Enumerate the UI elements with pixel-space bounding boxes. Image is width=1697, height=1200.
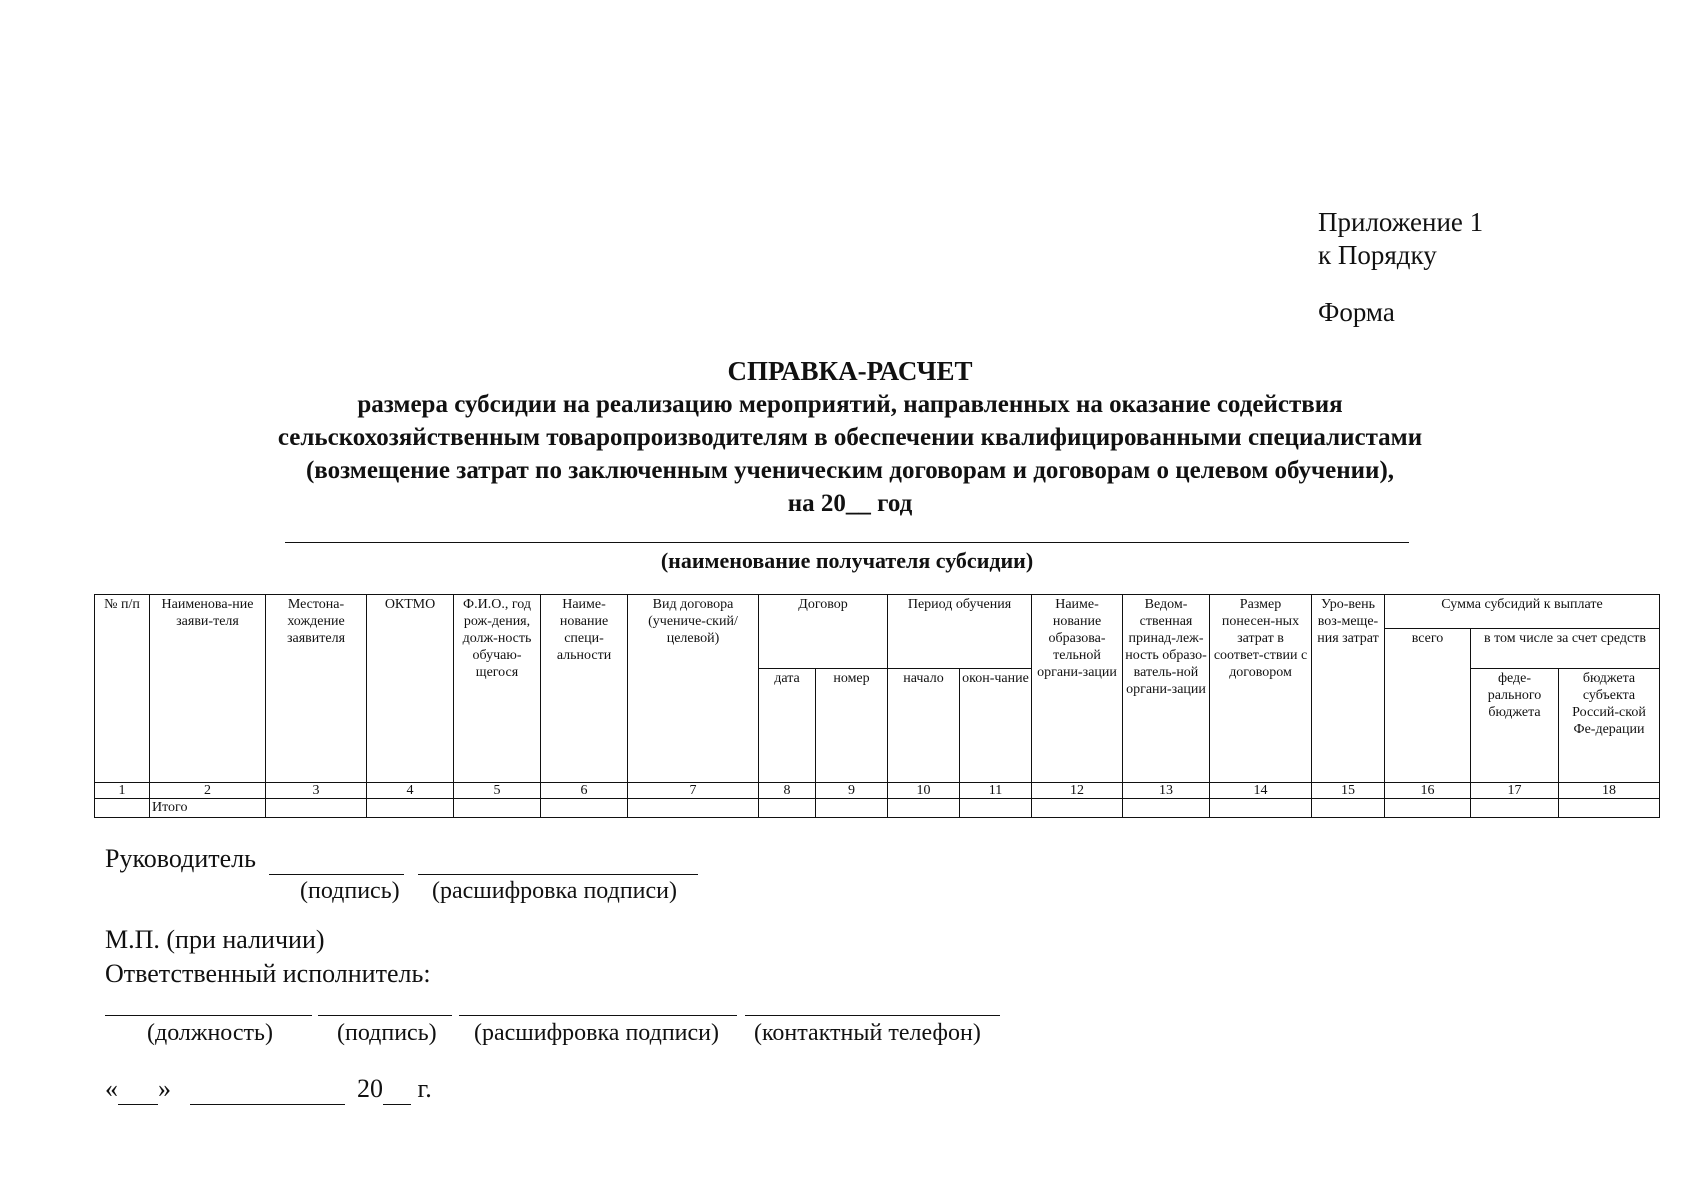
executor-label: Ответственный исполнитель: xyxy=(105,959,431,988)
executor-signature-line[interactable] xyxy=(318,1015,452,1016)
total-cell[interactable] xyxy=(1385,799,1471,818)
date-quote-open: « xyxy=(105,1074,118,1103)
total-cell[interactable] xyxy=(816,799,888,818)
total-cell[interactable] xyxy=(1312,799,1385,818)
column-number: 8 xyxy=(759,783,816,799)
header-regional-budget: бюджета субъекта Россий-ской Фе-дерации xyxy=(1559,669,1660,783)
column-number: 1 xyxy=(95,783,150,799)
stamp-label: М.П. (при наличии) xyxy=(105,925,325,954)
total-cell[interactable] xyxy=(1032,799,1123,818)
total-cell[interactable] xyxy=(759,799,816,818)
day-field[interactable] xyxy=(118,1074,158,1105)
head-signature-row xyxy=(105,844,698,875)
column-number: 17 xyxy=(1471,783,1559,799)
total-row xyxy=(95,799,1660,818)
header-edu-org-affiliation: Ведом-ственная принад-леж-ность образо-ватель-ной органи-зации xyxy=(1123,595,1210,783)
header-period-start: начало xyxy=(888,669,960,783)
total-cell[interactable] xyxy=(1559,799,1660,818)
position-line[interactable] xyxy=(105,1015,312,1016)
total-cell[interactable] xyxy=(960,799,1032,818)
title-main: СПРАВКА-РАСЧЕТ xyxy=(727,356,973,386)
month-field[interactable] xyxy=(190,1074,345,1105)
column-number: 11 xyxy=(960,783,1032,799)
executor-sign-caption: (подпись) xyxy=(337,1020,437,1046)
recipient-name-line[interactable] xyxy=(285,542,1409,543)
total-cell[interactable] xyxy=(454,799,541,818)
header-study-period: Период обучения xyxy=(888,595,1032,669)
header-student-info: Ф.И.О., год рож-дения, долж-ность обучаю-щегося xyxy=(454,595,541,783)
year-prefix: 20 xyxy=(357,1074,383,1103)
title-line-3: (возмещение затрат по заключенным ученическим договорам и договорам о целевом обучении), xyxy=(305,457,1395,484)
head-decode-line[interactable] xyxy=(418,844,698,875)
column-number: 12 xyxy=(1032,783,1123,799)
header-applicant-location: Местона-хождение заявителя xyxy=(266,595,367,783)
document-title xyxy=(180,354,1520,520)
date-quote-close: » xyxy=(158,1074,171,1103)
column-number: 4 xyxy=(367,783,454,799)
header-federal-budget: феде-рального бюджета xyxy=(1471,669,1559,783)
column-numbers-row xyxy=(95,783,1660,799)
header-edu-org-name: Наиме-нование образова-тельной органи-зации xyxy=(1032,595,1123,783)
header-applicant-name: Наименова-ние заяви-теля xyxy=(150,595,266,783)
title-line-2: сельскохозяйственным товаропроизводителям в обеспечении квалифицированными специалистами xyxy=(277,424,1423,451)
header-oktmo: ОКТМО xyxy=(367,595,454,783)
title-line-1: размера субсидии на реализацию мероприятий, направленных на оказание содействия xyxy=(357,391,1343,418)
header-contract-date: дата xyxy=(759,669,816,783)
executor-decode-line[interactable] xyxy=(459,1015,737,1016)
total-cell[interactable] xyxy=(1123,799,1210,818)
column-number: 16 xyxy=(1385,783,1471,799)
column-number: 18 xyxy=(1559,783,1660,799)
total-cell[interactable] xyxy=(367,799,454,818)
column-number: 14 xyxy=(1210,783,1312,799)
head-sign-caption: (подпись) xyxy=(300,878,400,904)
phone-caption: (контактный телефон) xyxy=(754,1020,981,1046)
form-label: Форма xyxy=(1318,297,1395,327)
head-decode-caption: (расшифровка подписи) xyxy=(432,878,677,904)
column-number: 3 xyxy=(266,783,367,799)
header-contract-type: Вид договора (учениче-ский/целевой) xyxy=(628,595,759,783)
header-specialty: Наиме-нование специ-альности xyxy=(541,595,628,783)
column-number: 10 xyxy=(888,783,960,799)
header-including: в том числе за счет средств xyxy=(1471,629,1660,669)
column-number: 2 xyxy=(150,783,266,799)
appendix-block xyxy=(1318,206,1483,329)
date-row xyxy=(105,1074,432,1105)
appendix-line-2: к Порядку xyxy=(1318,240,1437,270)
header-total: всего xyxy=(1385,629,1471,783)
column-number: 15 xyxy=(1312,783,1385,799)
appendix-line-1: Приложение 1 xyxy=(1318,207,1484,237)
head-label: Руководитель xyxy=(105,844,256,873)
calculation-table xyxy=(94,594,1660,818)
total-cell[interactable] xyxy=(628,799,759,818)
header-reimbursement-level: Уро-вень воз-меще-ния затрат xyxy=(1312,595,1385,783)
total-label: Итого xyxy=(150,799,266,818)
header-contract: Договор xyxy=(759,595,888,669)
header-number: № п/п xyxy=(95,595,150,783)
column-number: 7 xyxy=(628,783,759,799)
header-subsidy-sum: Сумма субсидий к выплате xyxy=(1385,595,1660,629)
year-suffix: г. xyxy=(411,1074,432,1103)
recipient-caption: (наименование получателя субсидии) xyxy=(660,548,1034,573)
header-period-end: окон-чание xyxy=(960,669,1032,783)
total-cell[interactable] xyxy=(266,799,367,818)
total-cell[interactable] xyxy=(888,799,960,818)
total-cell[interactable] xyxy=(1471,799,1559,818)
total-cell[interactable] xyxy=(95,799,150,818)
column-number: 5 xyxy=(454,783,541,799)
column-number: 13 xyxy=(1123,783,1210,799)
total-cell[interactable] xyxy=(541,799,628,818)
header-costs: Размер понесен-ных затрат в соответ-ствии с договором xyxy=(1210,595,1312,783)
executor-decode-caption: (расшифровка подписи) xyxy=(474,1020,719,1046)
year-field[interactable] xyxy=(383,1074,411,1105)
position-caption: (должность) xyxy=(147,1020,273,1046)
column-number: 6 xyxy=(541,783,628,799)
column-number: 9 xyxy=(816,783,888,799)
total-cell[interactable] xyxy=(1210,799,1312,818)
phone-line[interactable] xyxy=(745,1015,1000,1016)
head-signature-line[interactable] xyxy=(269,844,404,875)
header-contract-number: номер xyxy=(816,669,888,783)
title-line-4: на 20__ год xyxy=(787,490,913,517)
